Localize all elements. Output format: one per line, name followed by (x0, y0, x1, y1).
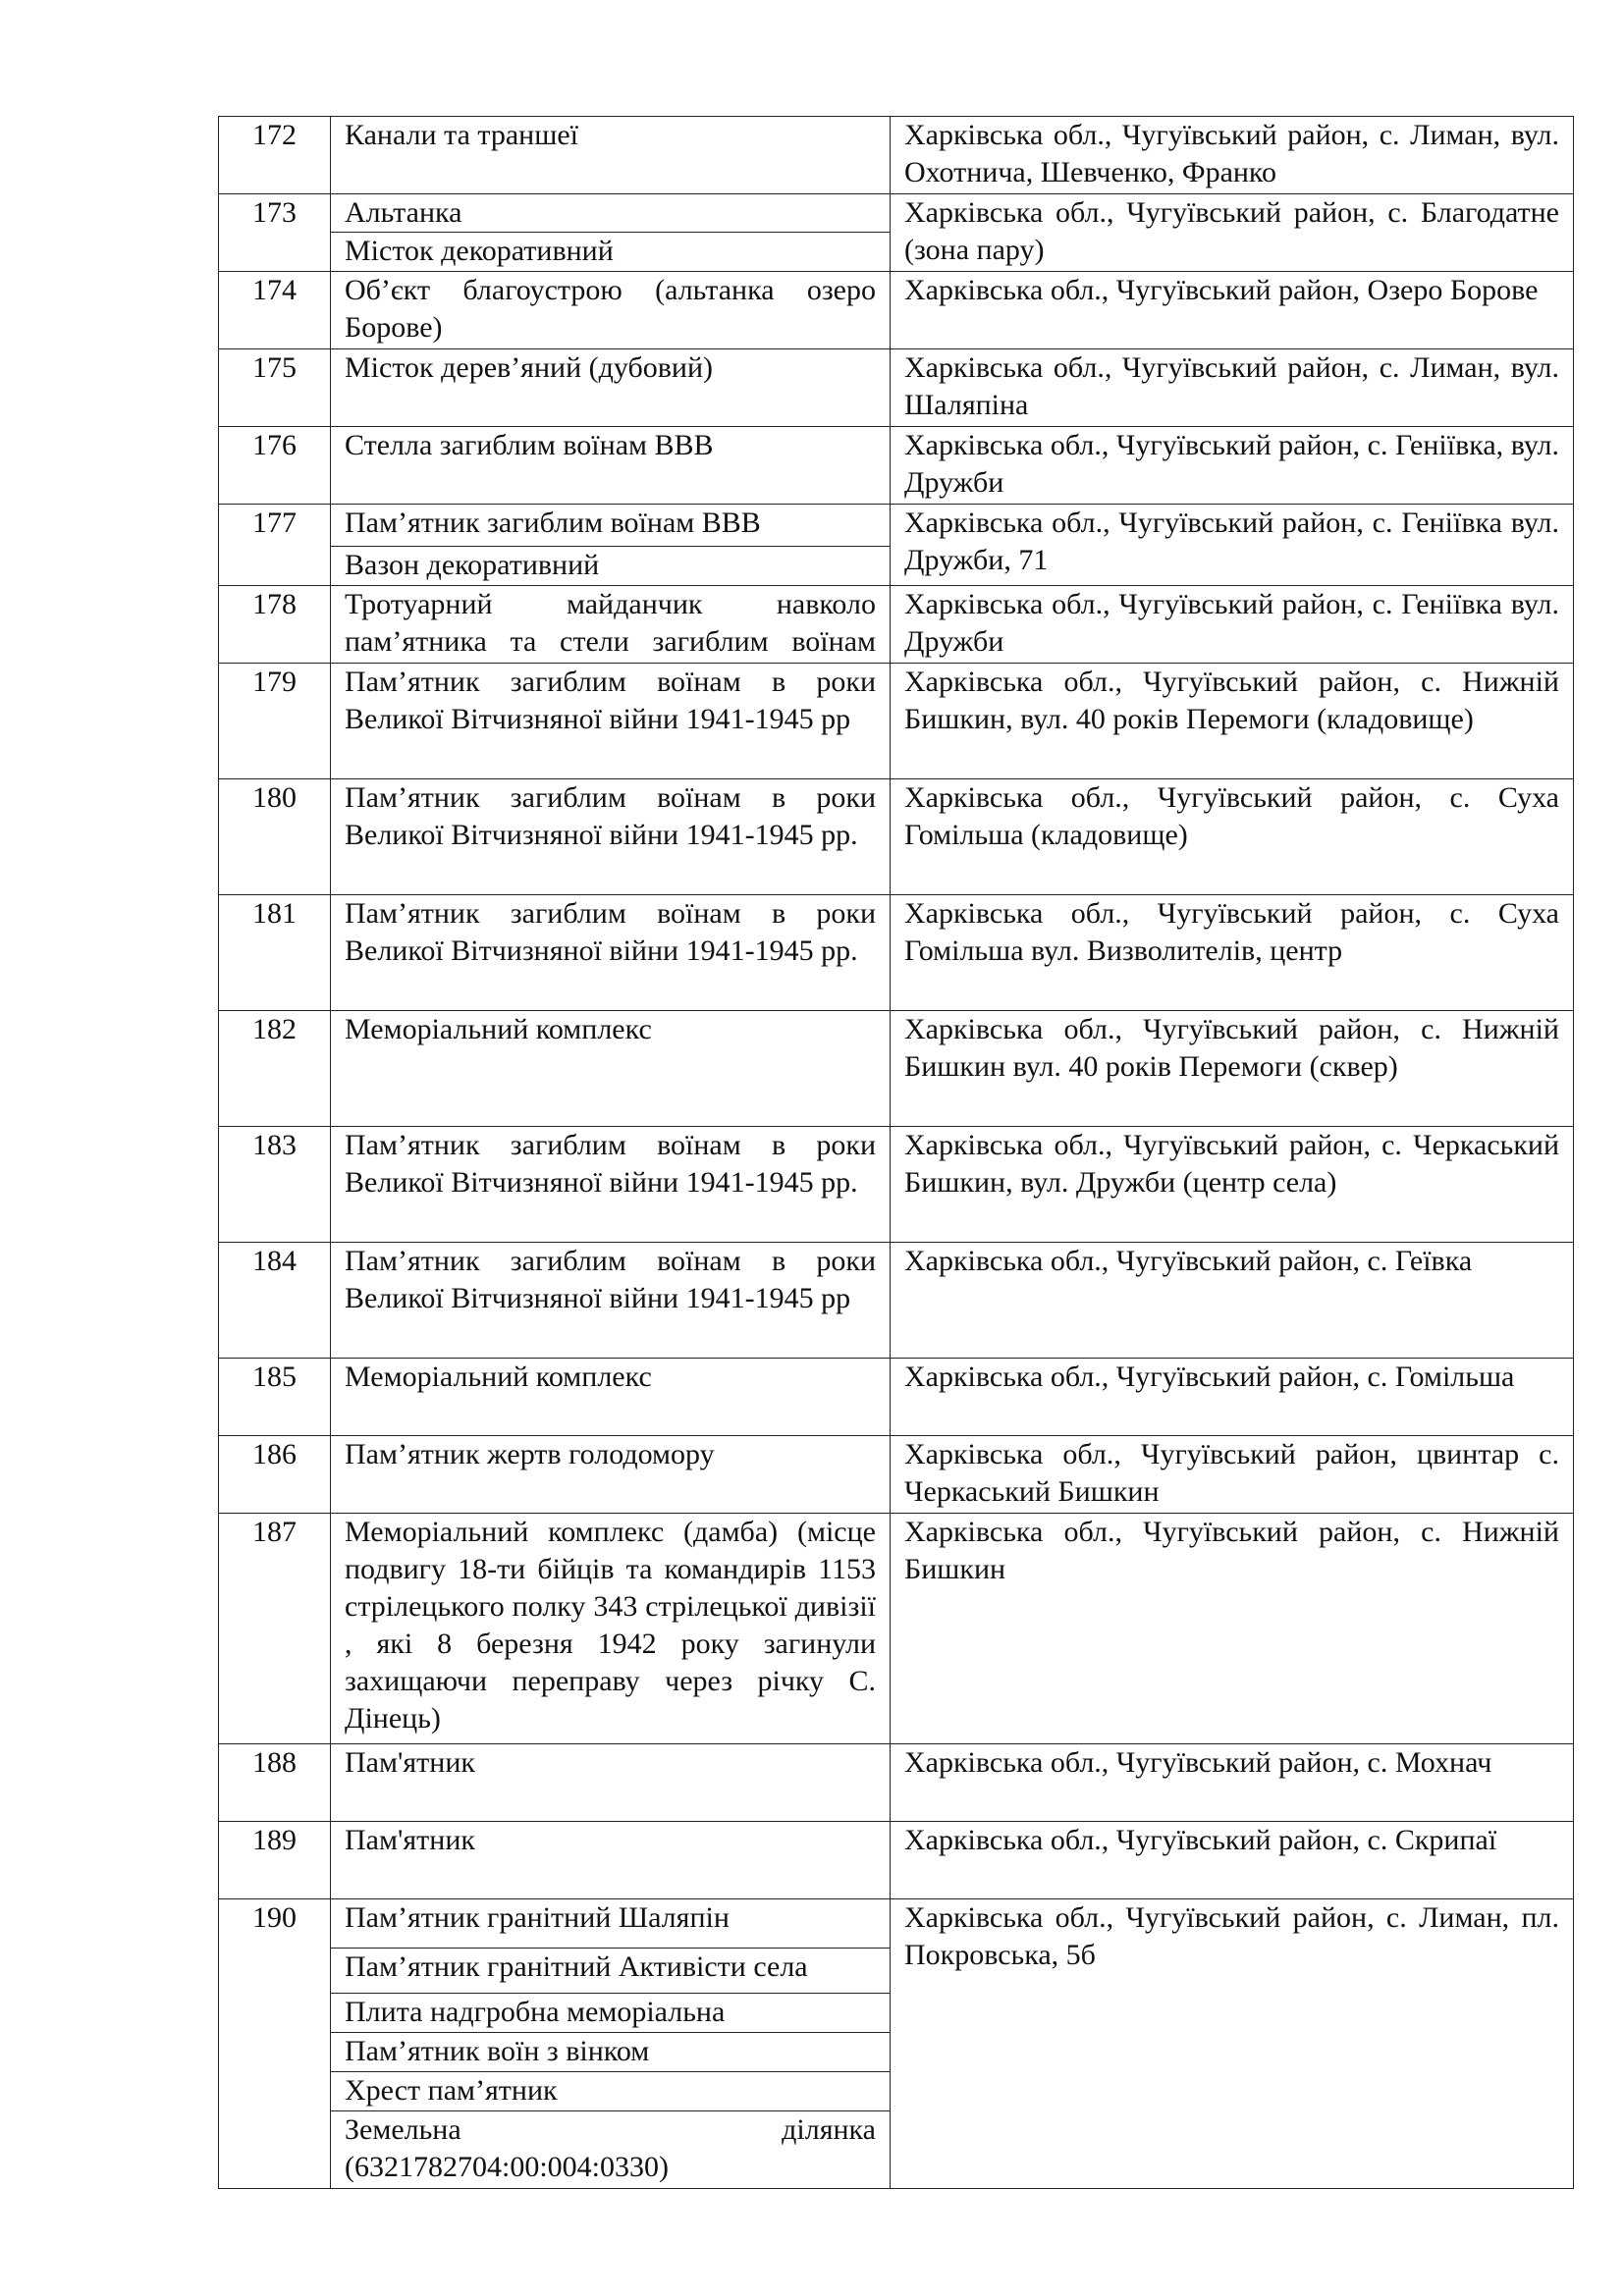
row-number: 174 (219, 272, 331, 349)
object-name: Хрест пам’ятник (331, 2072, 891, 2111)
object-location: Харківська обл., Чугуївський район, с. Мохнач (891, 1744, 1574, 1822)
row-number: 176 (219, 427, 331, 505)
table-row (219, 664, 1574, 779)
object-location: Харківська обл., Чугуївський район, с. Суха Гомільша (кладовище) (891, 779, 1574, 895)
table-row (219, 1822, 1574, 1899)
row-number: 187 (219, 1514, 331, 1744)
row-number: 175 (219, 349, 331, 427)
object-name: Меморіальний комплекс (дамба) (місце подвигу 18-ти бійців та командирів 1153 стрілецького полку 343 стрілецької дивізії , які 8 березня 1942 року загинули захищаючи переправу через річку С. Дінець) (331, 1514, 891, 1744)
object-name: Місток декоративний (331, 233, 891, 272)
object-location: Харківська обл., Чугуївський район, Озеро Борове (891, 272, 1574, 349)
object-name: Пам'ятник (331, 1744, 891, 1822)
object-name: Альтанка (331, 194, 891, 233)
table-row (219, 1243, 1574, 1359)
object-name: Пам’ятник загиблим воїнам ВВВ (331, 505, 891, 547)
object-name: Пам’ятник загиблим воїнам в роки Великої Вітчизняної війни 1941-1945 рр. (331, 779, 891, 895)
object-location: Харківська обл., Чугуївський район, с. Лиман, вул. Шаляпіна (891, 349, 1574, 427)
object-name: Пам’ятник гранітний Активісти села (331, 1949, 891, 1994)
object-name: Об’єкт благоустрою (альтанка озеро Борове) (331, 272, 891, 349)
object-name: Пам’ятник загиблим воїнам в роки Великої Вітчизняної війни 1941-1945 рр. (331, 1127, 891, 1243)
row-number: 182 (219, 1011, 331, 1127)
table-row (219, 505, 1574, 547)
row-number: 188 (219, 1744, 331, 1822)
row-number: 172 (219, 117, 331, 194)
object-name: Меморіальний комплекс (331, 1011, 891, 1127)
registry-table (218, 116, 1574, 2189)
object-location: Харківська обл., Чугуївський район, цвинтар с. Черкаський Бишкин (891, 1436, 1574, 1514)
table-row (219, 1744, 1574, 1822)
row-number: 179 (219, 664, 331, 779)
object-name: Вазон декоративний (331, 547, 891, 586)
table-row (219, 895, 1574, 1011)
object-name: Меморіальний комплекс (331, 1359, 891, 1436)
object-name: Плита надгробна меморіальна (331, 1994, 891, 2033)
table-row (219, 779, 1574, 895)
object-name: Тротуарний майданчик навколо пам’ятника та стели загиблим воїнам (331, 586, 891, 664)
object-location: Харківська обл., Чугуївський район, с. Суха Гомільша вул. Визволителів, центр (891, 895, 1574, 1011)
object-location: Харківська обл., Чугуївський район, с. Гомільша (891, 1359, 1574, 1436)
object-name: Пам’ятник воїн з вінком (331, 2033, 891, 2072)
object-location: Харківська обл., Чугуївський район, с. Лиман, вул. Охотнича, Шевченко, Франко (891, 117, 1574, 194)
table-row (219, 1436, 1574, 1514)
object-location: Харківська обл., Чугуївський район, с. Лиман, пл. Покровська, 5б (891, 1899, 1574, 2189)
row-number: 178 (219, 586, 331, 664)
object-location: Харківська обл., Чугуївський район, с. Нижній Бишкин, вул. 40 років Перемоги (кладовище) (891, 664, 1574, 779)
table-row (219, 272, 1574, 349)
object-name: Пам’ятник загиблим воїнам в роки Великої Вітчизняної війни 1941-1945 рр (331, 664, 891, 779)
row-number: 190 (219, 1899, 331, 2189)
row-number: 184 (219, 1243, 331, 1359)
row-number: 189 (219, 1822, 331, 1899)
row-number: 185 (219, 1359, 331, 1436)
row-number: 173 (219, 194, 331, 272)
row-number: 183 (219, 1127, 331, 1243)
object-location: Харківська обл., Чугуївський район, с. Геніївка вул. Дружби (891, 586, 1574, 664)
table-row (219, 349, 1574, 427)
table-row (219, 427, 1574, 505)
table-row (219, 1359, 1574, 1436)
object-name: Стелла загиблим воїнам ВВВ (331, 427, 891, 505)
table-row (219, 1011, 1574, 1127)
object-name: Пам’ятник загиблим воїнам в роки Великої Вітчизняної війни 1941-1945 рр. (331, 895, 891, 1011)
row-number: 180 (219, 779, 331, 895)
object-location: Харківська обл., Чугуївський район, с. Благодатне (зона пару) (891, 194, 1574, 272)
table-row (219, 194, 1574, 233)
object-name: Пам'ятник (331, 1822, 891, 1899)
object-name: Пам’ятник гранітний Шаляпін (331, 1899, 891, 1949)
object-name: Пам’ятник жертв голодомору (331, 1436, 891, 1514)
table-row (219, 586, 1574, 664)
object-location: Харківська обл., Чугуївський район, с. Геніївка вул. Дружби, 71 (891, 505, 1574, 586)
row-number: 177 (219, 505, 331, 586)
object-location: Харківська обл., Чугуївський район, с. Нижній Бишкин вул. 40 років Перемоги (сквер) (891, 1011, 1574, 1127)
table-row (219, 1899, 1574, 1949)
object-name: Канали та траншеї (331, 117, 891, 194)
table-row (219, 1514, 1574, 1744)
table-row (219, 117, 1574, 194)
object-location: Харківська обл., Чугуївський район, с. Скрипаї (891, 1822, 1574, 1899)
object-name: Земельна ділянка (6321782704:00:004:0330) (331, 2111, 891, 2189)
object-location: Харківська обл., Чугуївський район, с. Нижній Бишкин (891, 1514, 1574, 1744)
table-row (219, 1127, 1574, 1243)
object-location: Харківська обл., Чугуївський район, с. Геївка (891, 1243, 1574, 1359)
object-name: Пам’ятник загиблим воїнам в роки Великої Вітчизняної війни 1941-1945 рр (331, 1243, 891, 1359)
object-name: Місток дерев’яний (дубовий) (331, 349, 891, 427)
row-number: 186 (219, 1436, 331, 1514)
object-location: Харківська обл., Чугуївський район, с. Черкаський Бишкин, вул. Дружби (центр села) (891, 1127, 1574, 1243)
object-location: Харківська обл., Чугуївський район, с. Геніївка, вул. Дружби (891, 427, 1574, 505)
row-number: 181 (219, 895, 331, 1011)
